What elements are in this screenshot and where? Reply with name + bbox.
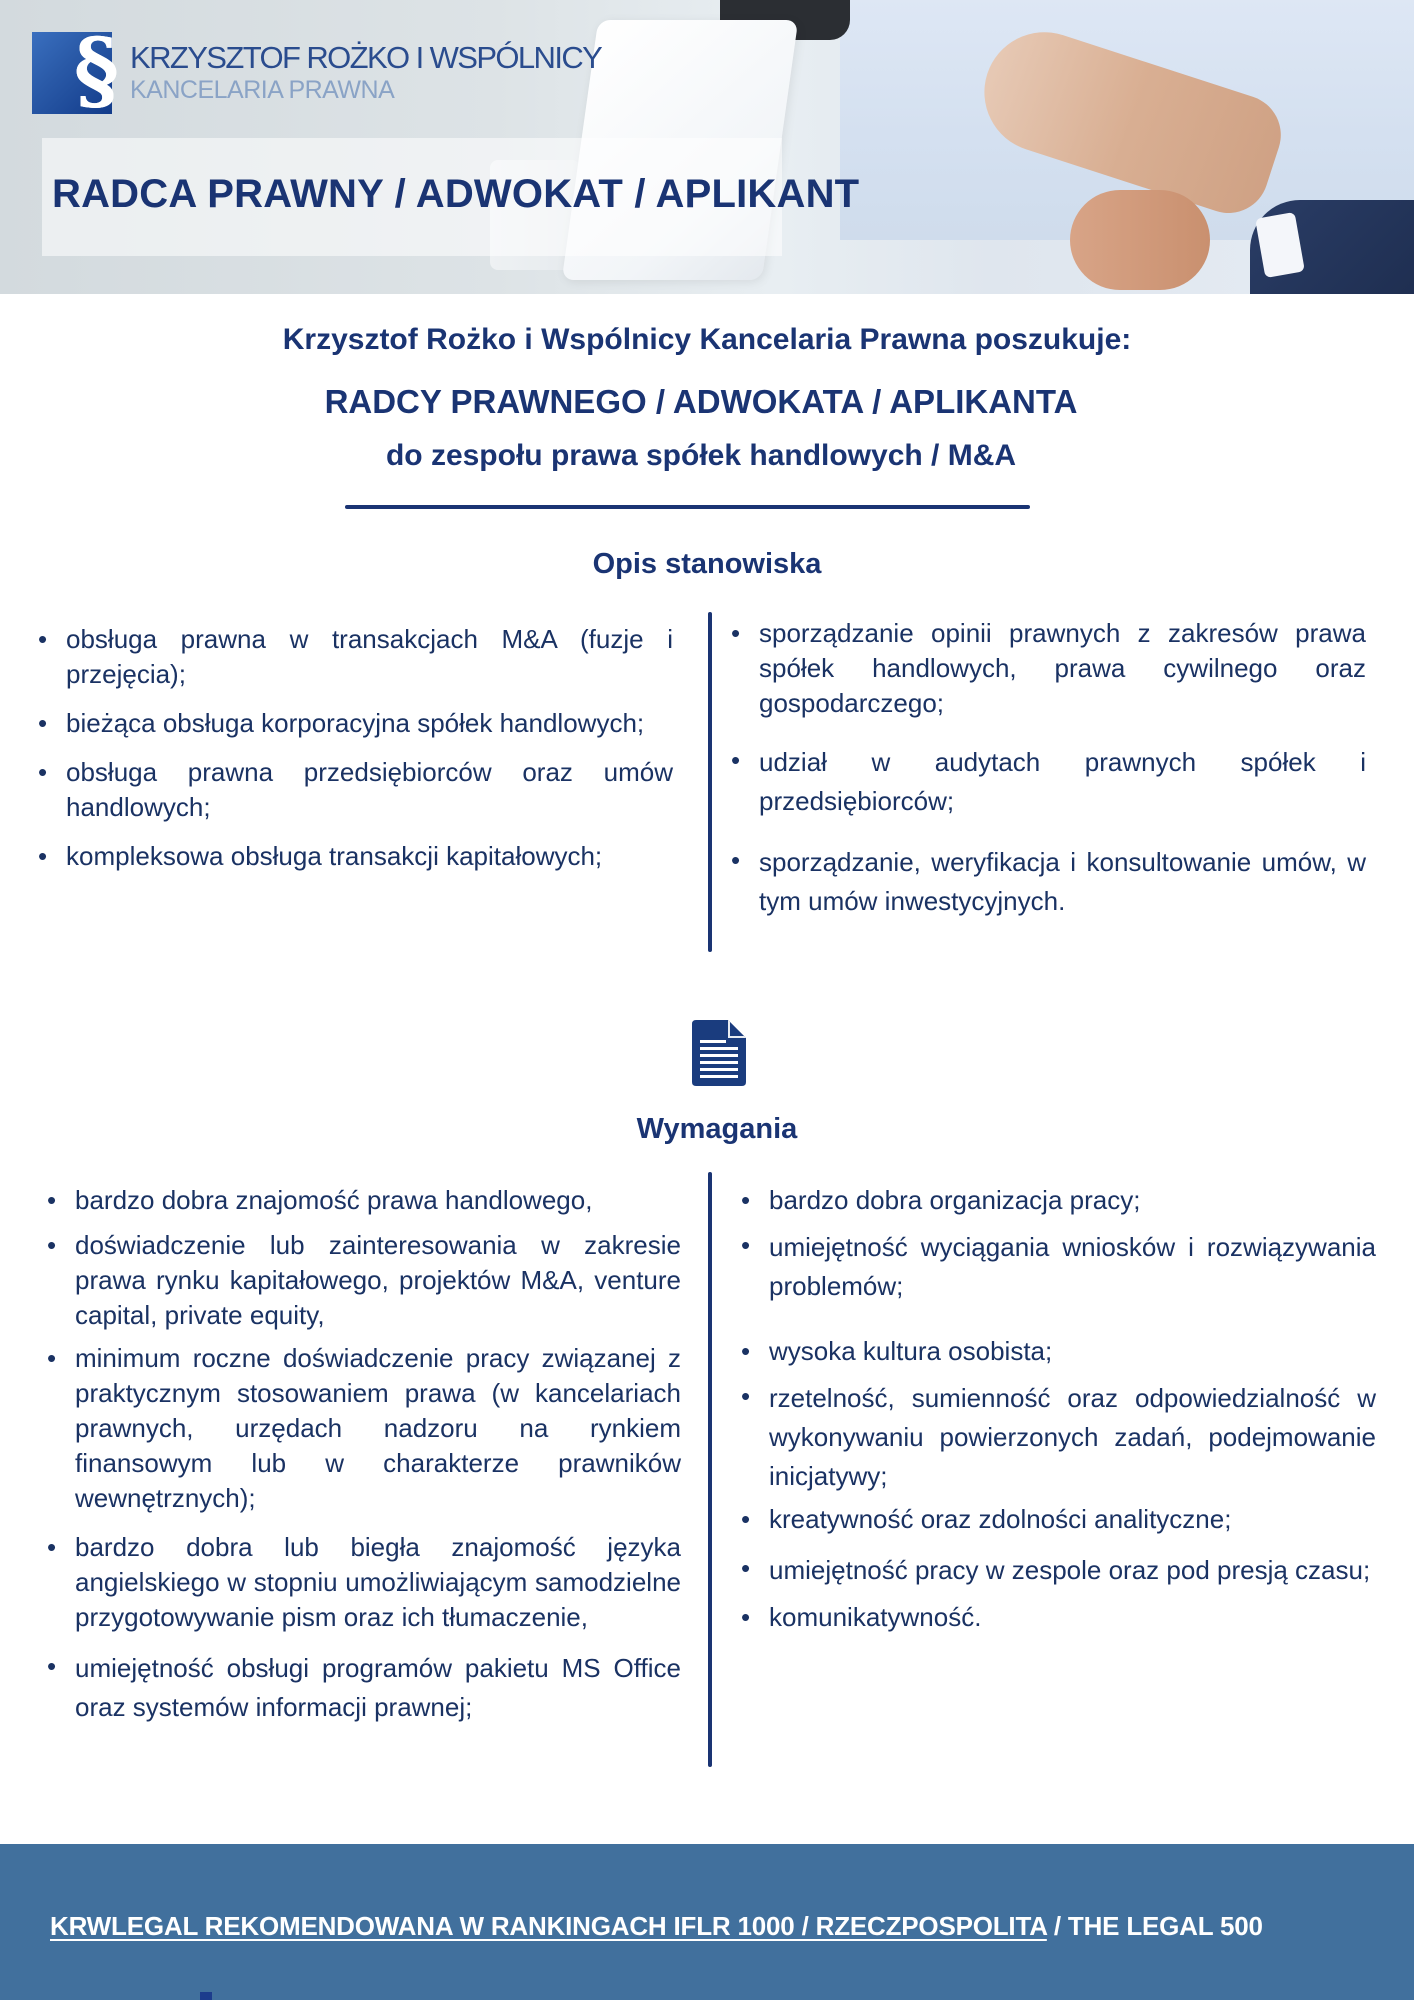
job-description-left-column <box>38 622 673 874</box>
intro-divider <box>345 505 1030 509</box>
list-item: • bardzo dobra organizacja pracy; <box>741 1185 1141 1215</box>
list-item: • komunikatywność. <box>741 1602 982 1632</box>
job-description-left-list <box>38 622 673 874</box>
document-icon <box>692 1020 746 1086</box>
list-item: • minimum roczne doświadczenie pracy związanej z praktycznym stosowaniem prawa (w kancelariach prawnych, urzędach nadzoru na rynkiem finansowym lub w charakterze prawników wewnętrznych); <box>47 1343 681 1513</box>
list-item: • obsługa prawna w transakcjach M&A (fuzje i przejęcia); <box>38 624 673 689</box>
job-description-right-list <box>731 616 1366 921</box>
page-title: RADCA PRAWNY / ADWOKAT / APLIKANT <box>52 172 860 216</box>
requirements-title: Wymagania <box>636 1113 798 1145</box>
list-item: • doświadczenie lub zainteresowania w zakresie prawa rynku kapitałowego, projektów M&A, venture capital, private equity, <box>47 1230 681 1330</box>
list-item: • sporządzanie opinii prawnych z zakresów prawa spółek handlowych, prawa cywilnego oraz gospodarczego; <box>731 618 1366 718</box>
intro-position: RADCY PRAWNEGO / ADWOKATA / APLIKANTA <box>324 383 1078 420</box>
requirements-left-list <box>47 1183 681 1727</box>
footer-logo-fragment <box>200 1992 212 2000</box>
requirements-left-column <box>47 1183 681 1727</box>
rankings-plain-text: / THE LEGAL 500 <box>1046 1911 1263 1941</box>
intro <box>0 318 1414 478</box>
footer-banner <box>0 1844 1414 2000</box>
job-description-title: Opis stanowiska <box>592 548 822 580</box>
list-item: • umiejętność pracy w zespole oraz pod presją czasu; <box>741 1553 1371 1585</box>
hero-photo-hands <box>1070 190 1210 290</box>
list-item: • umiejętność wyciągania wniosków i rozwiązywania problemów; <box>741 1230 1376 1301</box>
job-description-column-divider <box>708 612 712 952</box>
list-item: • bieżąca obsługa korporacyjna spółek handlowych; <box>38 708 645 738</box>
list-item: • kompleksowa obsługa transakcji kapitałowych; <box>38 841 603 871</box>
list-item: • rzetelność, sumienność oraz odpowiedzialność w wykonywaniu powierzonych zadań, podejmowanie inicjatywy; <box>741 1381 1376 1491</box>
paragraph-section-icon: § <box>32 32 112 114</box>
rankings-text <box>50 1911 1263 1942</box>
job-description-right-column <box>731 616 1366 921</box>
list-item: • sporządzanie, weryfikacja i konsultowanie umów, w tym umów inwestycyjnych. <box>731 845 1366 916</box>
intro-company-seeking: Krzysztof Rożko i Wspólnicy Kancelaria Prawna poszukuje: <box>282 323 1132 356</box>
logo-company-name: KRZYSZTOF ROŻKO I WSPÓLNICY <box>130 40 602 75</box>
list-item: • bardzo dobra lub biegła znajomość języka angielskiego w stopniu umożliwiającym samodzielne przygotowywanie pism oraz ich tłumaczenie, <box>47 1532 681 1632</box>
list-item: • wysoka kultura osobista; <box>741 1336 1053 1366</box>
requirements-right-list <box>741 1183 1376 1635</box>
requirements-right-column <box>741 1183 1376 1635</box>
list-item: • umiejętność obsługi programów pakietu MS Office oraz systemów informacji prawnej; <box>47 1651 681 1722</box>
list-item: • udział w audytach prawnych spółek i przedsiębiorców; <box>731 745 1366 816</box>
list-item: • obsługa prawna przedsiębiorców oraz umów handlowych; <box>38 757 673 822</box>
hero-banner <box>0 0 1414 294</box>
company-logo[interactable] <box>32 20 602 121</box>
rankings-link[interactable]: KRWLEGAL REKOMENDOWANA W RANKINGACH IFLR 1000 / RZECZPOSPOLITA <box>50 1911 1047 1941</box>
logo-company-subtitle: KANCELARIA PRAWNA <box>130 76 395 104</box>
list-item: • kreatywność oraz zdolności analityczne; <box>741 1504 1232 1534</box>
intro-team: do zespołu prawa spółek handlowych / M&A <box>385 439 1017 472</box>
requirements-column-divider <box>708 1172 712 1767</box>
list-item: • bardzo dobra znajomość prawa handlowego, <box>47 1185 593 1215</box>
